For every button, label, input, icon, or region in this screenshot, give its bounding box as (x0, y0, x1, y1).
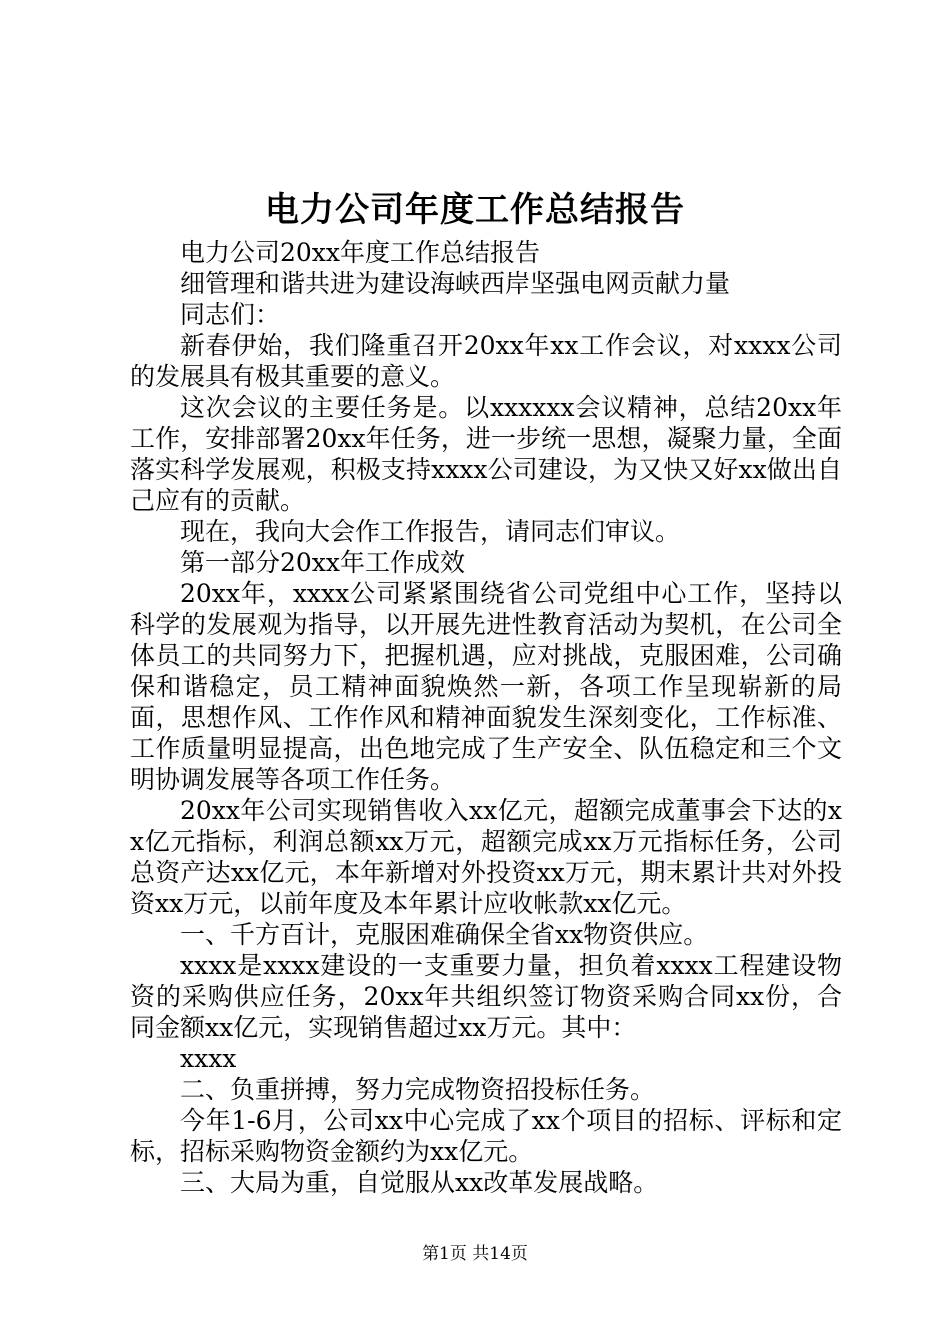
paragraph: xxxx是xxxx建设的一支重要力量，担负着xxxx工程建设物资的采购供应任务，20xx年共组织签订物资采购合同xx份，合同金额xx亿元，实现销售超过xx万元。其中： (130, 951, 842, 1042)
page-footer: 第1页 共14页 (422, 1244, 528, 1264)
document-body (130, 237, 842, 1198)
paragraph: 20xx年，xxxx公司紧紧围绕省公司党组中心工作，坚持以科学的发展观为指导，以开展先进性教育活动为契机，在公司全体员工的共同努力下，把握机遇，应对挑战，克服困难，公司确保和谐稳定，员工精神面貌焕然一新，各项工作呈现崭新的局面，思想作风、工作作风和精神面貌发生深刻变化，工作标准、工作质量明显提高，出色地完成了生产安全、队伍稳定和三个文明协调发展等各项工作任务。 (130, 579, 842, 794)
subsection-heading: 一、千方百计，克服困难确保全省xx物资供应。 (180, 920, 709, 949)
paragraph: 新春伊始，我们隆重召开20xx年xx工作会议，对xxxx公司的发展具有极其重要的意义。 (130, 331, 842, 391)
paragraph-report-name: 电力公司20xx年度工作总结报告 (180, 238, 541, 267)
paragraph: 这次会议的主要任务是。以xxxxxx会议精神，总结20xx年工作，安排部署20xx年任务，进一步统一思想，凝聚力量，全面落实科学发展观，积极支持xxxx公司建设，为又快又好xx做出自己应有的贡献。 (130, 393, 842, 515)
section-heading: 第一部分20xx年工作成效 (180, 548, 466, 577)
paragraph: xxxx (180, 1044, 237, 1073)
subsection-heading: 二、负重拼搏，努力完成物资招投标任务。 (180, 1075, 656, 1104)
document-title: 电力公司年度工作总结报告 (265, 190, 685, 230)
paragraph: 今年1-6月，公司xx中心完成了xx个项目的招标、评标和定标，招标采购物资金额约为xx亿元。 (130, 1106, 842, 1166)
paragraph-subtitle: 细管理和谐共进为建设海峡西岸坚强电网贡献力量 (180, 269, 731, 298)
paragraph: 20xx年公司实现销售收入xx亿元，超额完成董事会下达的xx亿元指标，利润总额xx万元，超额完成xx万元指标任务，公司总资产达xx亿元，本年新增对外投资xx万元，期末累计共对外投资xx万元，以前年度及本年累计应收帐款xx亿元。 (130, 796, 842, 918)
paragraph: 现在，我向大会作工作报告，请同志们审议。 (180, 517, 681, 546)
paragraph-salutation: 同志们： (180, 300, 281, 329)
subsection-heading: 三、大局为重，自觉服从xx改革发展战略。 (180, 1168, 659, 1197)
